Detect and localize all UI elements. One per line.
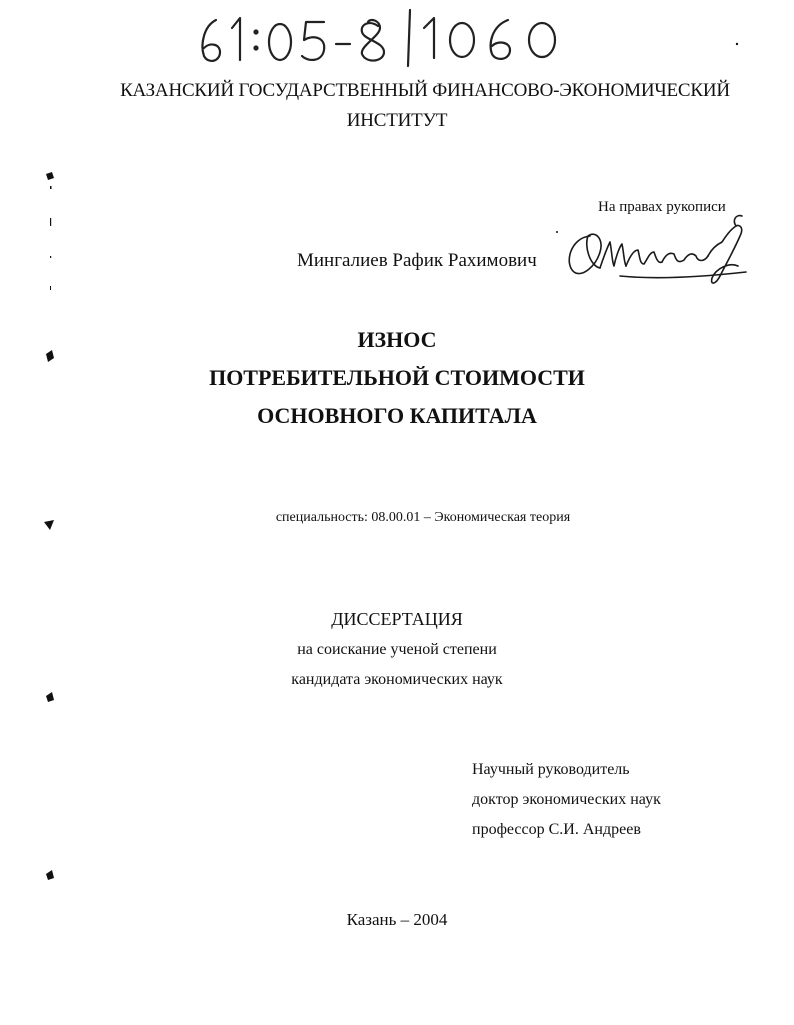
- degree-line2: кандидата экономических наук: [291, 671, 503, 688]
- scan-speck: [733, 40, 741, 48]
- scan-speck: [553, 228, 561, 236]
- author-signature: [560, 206, 755, 292]
- city-year: Казань – 2004: [346, 910, 448, 929]
- degree-line1: на соискание ученой степени: [297, 641, 497, 658]
- title-line3: ОСНОВНОГО КАПИТАЛА: [257, 403, 537, 428]
- advisor-line2: доктор экономических наук: [472, 791, 661, 808]
- author-name: Мингалиев Рафик Рахимович: [297, 250, 537, 271]
- institute-name-line1: КАЗАНСКИЙ ГОСУДАРСТВЕННЫЙ ФИНАНСОВО-ЭКОНОМИЧЕСКИЙ: [120, 80, 730, 101]
- institute-name-line2: ИНСТИТУТ: [346, 110, 448, 131]
- dissertation-heading: ДИССЕРТАЦИЯ: [331, 609, 463, 629]
- title-line2: ПОТРЕБИТЕЛЬНОЙ СТОИМОСТИ: [209, 365, 585, 390]
- handwritten-archive-mark: [190, 6, 590, 68]
- title-line1: ИЗНОС: [357, 327, 437, 352]
- advisor-line3: профессор С.И. Андреев: [472, 821, 641, 838]
- specialty-line: специальность: 08.00.01 – Экономическая теория: [275, 510, 571, 525]
- scan-margin-marks: [40, 170, 64, 890]
- manuscript-rights-note: На правах рукописи: [598, 199, 726, 215]
- advisor-line1: Научный руководитель: [472, 761, 630, 778]
